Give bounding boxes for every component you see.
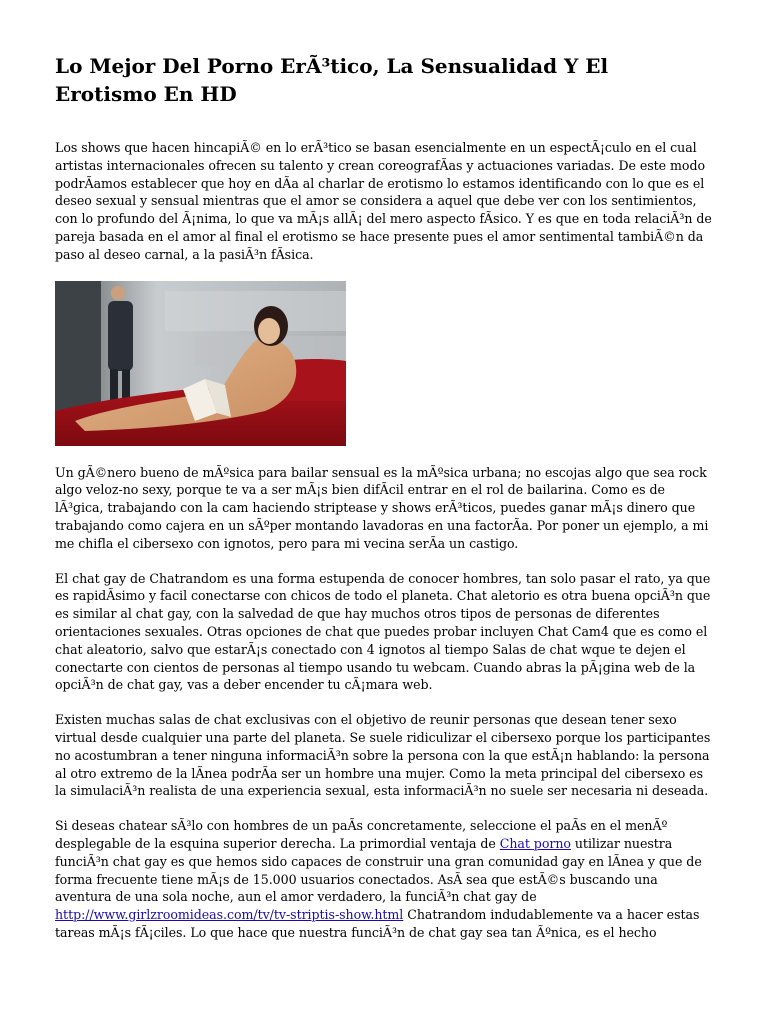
document-page: [55, 52, 715, 942]
paragraph-4: Existen muchas salas de chat exclusivas con el objetivo de reunir personas que desean tener sexo virtual desde cualquier una parte del planeta. Se suele ridiculizar el cibersexo porque los participantes no acostumbran a tener ninguna informaciÃ³n sobre la persona con la que estÃ¡n hablando: la persona al otro extremo de la lÃnea podrÃa ser un hombre una mujer. Como la meta principal del cibersexo es la simulaciÃ³n realista de una experiencia sexual, esta informaciÃ³n no suele ser necesaria ni deseada.: [55, 712, 711, 799]
paragraph-3: El chat gay de Chatrandom es una forma estupenda de conocer hombres, tan solo pasar el rato, ya que es rapidÃsimo y facil conectarse con chicos de todo el planeta. Chat aletorio es otra buena opciÃ³n que es similar al chat gay, con la salvedad de que hay muchos otros tipos de personas de diferentes orientaciones sexuales. Otras opciones de chat que puedes probar incluyen Chat Cam4 que es como el chat aleatorio, salvo que estarÃ¡s conectado con 4 ignotos al tiempo Salas de chat wque te dejen el conectarte con cientos de personas al tiempo usando tu webcam. Cuando abras la pÃ¡gina web de la opciÃ³n de chat gay, vas a deber encender tu cÃ¡mara web.: [55, 570, 711, 693]
paragraph-1: Los shows que hacen hincapiÃ© en lo erÃ³tico se basan esencialmente en un espectÃ¡culo en el cual artistas internacionales ofrecen su talento y crean coreografÃas y actuaciones variadas. De este modo podrÃamos establecer que hoy en dÃa al charlar de erotismo lo estamos identificando con lo que es el deseo sexual y sensual mientras que el amor se considera a aquel que debe ver con los sentimientos, con lo profundo del Ã¡nima, lo que va mÃ¡s allÃ¡ del mero aspecto fÃsico. Y es que en toda relaciÃ³n de pareja basada en el amor al final el erotismo se hace presente pues el amor sentimental tambiÃ©n da paso al deseo carnal, a la pasiÃ³n fÃsica.: [55, 140, 712, 262]
chat-porno-link[interactable]: Chat porno: [499, 835, 571, 851]
article-title: Lo Mejor Del Porno ErÃ³tico, La Sensualidad Y El Erotismo En HD: [55, 54, 609, 106]
article-photo: [55, 281, 346, 446]
paragraph-5-text-b: utilizar nuestra funciÃ³n chat gay es que hemos sido capaces de construir una gran comunidad gay en lÃnea y que de forma frecuente tiene mÃ¡s de 15.000 usuarios conectados. AsÃ sea que estÃ©s buscando una aventura de una sola noche, aun el amor verdadero, la funciÃ³n chat gay de: [55, 835, 702, 905]
paragraph-5-text-a: Si deseas chatear sÃ³lo con hombres de un paÃs concretamente, seleccione el paÃs en el menÃº desplegable de la esquina superior derecha. La primordial ventaja de: [55, 818, 668, 851]
paragraph-5-text-c: Chatrandom indudablemente va a hacer estas tareas mÃ¡s fÃ¡ciles. Lo que hace que nuestra funciÃ³n de chat gay sea tan Ãºnica, es el hecho: [55, 907, 700, 940]
paragraph-5: [55, 817, 715, 942]
paragraph-2: Un gÃ©nero bueno de mÃºsica para bailar sensual es la mÃºsica urbana; no escojas algo que sea rock algo veloz-no sexy, porque te va a ser mÃ¡s bien difÃcil entrar en el rol de bailarina. Como es de lÃ³gica, trabajando con la cam haciendo striptease y shows erÃ³ticos, puedes ganar mÃ¡s dinero que trabajando como cajera en un sÃºper montando lavadoras en una factorÃa. Por poner un ejemplo, a mi me chifla el cibersexo con ignotos, pero para mi vecina serÃa un castigo.: [55, 464, 709, 551]
girlzroomideas-link[interactable]: http://www.girlzroomideas.com/tv/tv-striptis-show.html: [55, 907, 404, 923]
